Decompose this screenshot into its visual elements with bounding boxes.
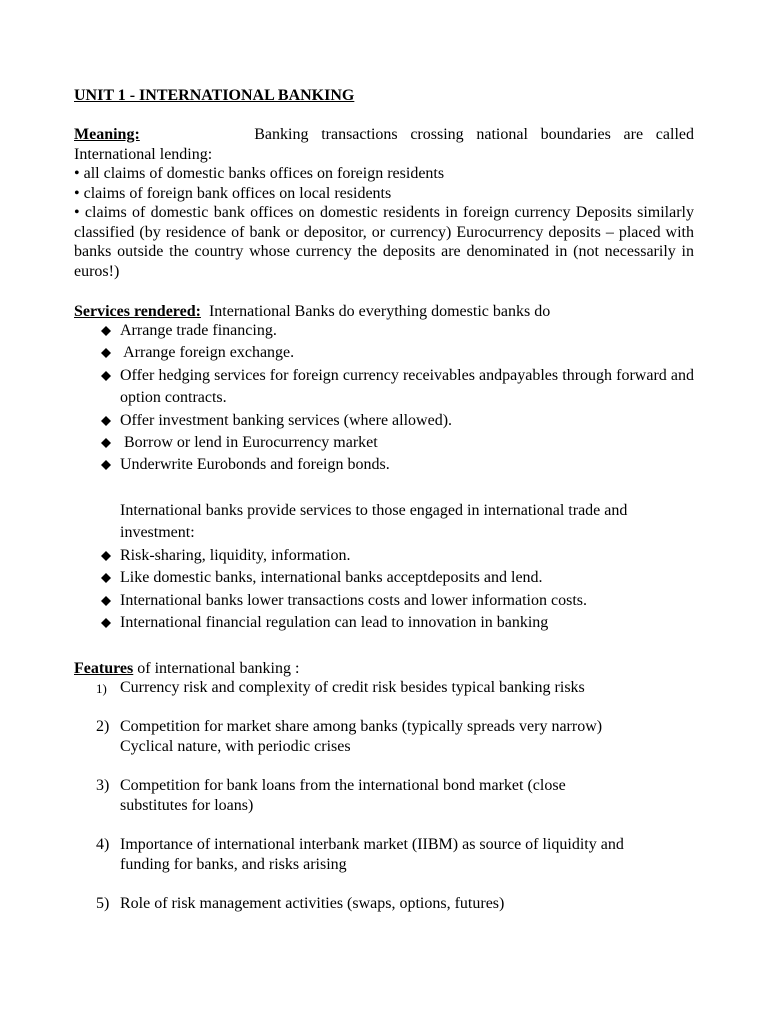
services-list (98, 320, 694, 477)
feature-item (74, 835, 694, 874)
diamond-bullet-icon (101, 551, 111, 561)
feature-number: 1) (96, 681, 107, 696)
feature-item (74, 894, 694, 914)
feature-number: 4) (96, 836, 110, 853)
meaning-lead: Banking transactions crossing national boundaries are called (254, 126, 694, 143)
services-intro: International Banks do everything domestic banks do (208, 303, 551, 320)
meaning-bullet: • claims of foreign bank offices on local residents (74, 184, 392, 202)
diamond-bullet-icon (101, 596, 111, 606)
services-list-2 (98, 545, 694, 635)
feature-number: 3) (96, 777, 110, 794)
feature-item (74, 776, 694, 815)
feature-item (74, 717, 694, 756)
document-title: UNIT 1 - INTERNATIONAL BANKING (74, 87, 355, 104)
list-item: Arrange trade financing. (98, 320, 694, 342)
feature-number: 2) (96, 718, 110, 735)
feature-item (74, 678, 694, 698)
meaning-bullet-long: • claims of domestic bank offices on domestic residents in foreign currency Deposits similarly classified (by residence of bank or depositor, or currency) Eurocurrency deposits – placed with banks outside the country whose currency the deposits are denominated in (not necessarily in euros!) (74, 204, 694, 280)
diamond-bullet-icon (101, 460, 111, 470)
diamond-bullet-icon (101, 416, 111, 426)
diamond-bullet-icon (101, 326, 111, 336)
list-item: Underwrite Eurobonds and foreign bonds. (98, 454, 694, 476)
features-label: Features (74, 660, 134, 677)
feature-text: Role of risk management activities (swaps, options, futures) (120, 895, 505, 912)
list-item: Borrow or lend in Eurocurrency market (98, 432, 694, 454)
list-item: Offer hedging services for foreign currency receivables andpayables through forward and option contracts. (98, 365, 694, 410)
feature-text: Importance of international interbank market (IIBM) as source of liquidity and funding for banks, and risks arising (120, 836, 624, 873)
meaning-first-line (74, 125, 694, 145)
meaning-bullet: • all claims of domestic banks offices on foreign residents (74, 165, 445, 182)
list-item: International financial regulation can lead to innovation in banking (98, 612, 694, 634)
diamond-bullet-icon (101, 573, 111, 583)
services-heading (74, 302, 550, 322)
diamond-bullet-icon (101, 348, 111, 358)
feature-text: Competition for bank loans from the international bond market (close substitutes for loans) (120, 777, 566, 814)
list-item: International banks lower transactions costs and lower information costs. (98, 590, 694, 612)
diamond-bullet-icon (101, 438, 111, 448)
meaning-section (74, 125, 694, 281)
feature-text: Competition for market share among banks (typically spreads very narrow) Cyclical nature, with periodic crises (120, 718, 603, 755)
feature-number: 5) (96, 895, 110, 912)
meaning-lead-cont: International lending: (74, 145, 213, 163)
diamond-bullet-icon (101, 371, 111, 381)
features-heading (74, 659, 299, 679)
list-item: Offer investment banking services (where allowed). (98, 410, 694, 432)
list-item: Arrange foreign exchange. (98, 342, 694, 364)
list-item: Like domestic banks, international banks acceptdeposits and lend. (98, 567, 694, 589)
services-paragraph: International banks provide services to those engaged in international trade and investment: (120, 502, 628, 542)
services-label: Services rendered: (74, 303, 201, 320)
feature-text: Currency risk and complexity of credit risk besides typical banking risks (120, 679, 585, 696)
list-item: Risk-sharing, liquidity, information. (98, 545, 694, 567)
meaning-label: Meaning: (74, 126, 140, 143)
diamond-bullet-icon (101, 618, 111, 628)
features-intro: of international banking : (133, 660, 300, 677)
